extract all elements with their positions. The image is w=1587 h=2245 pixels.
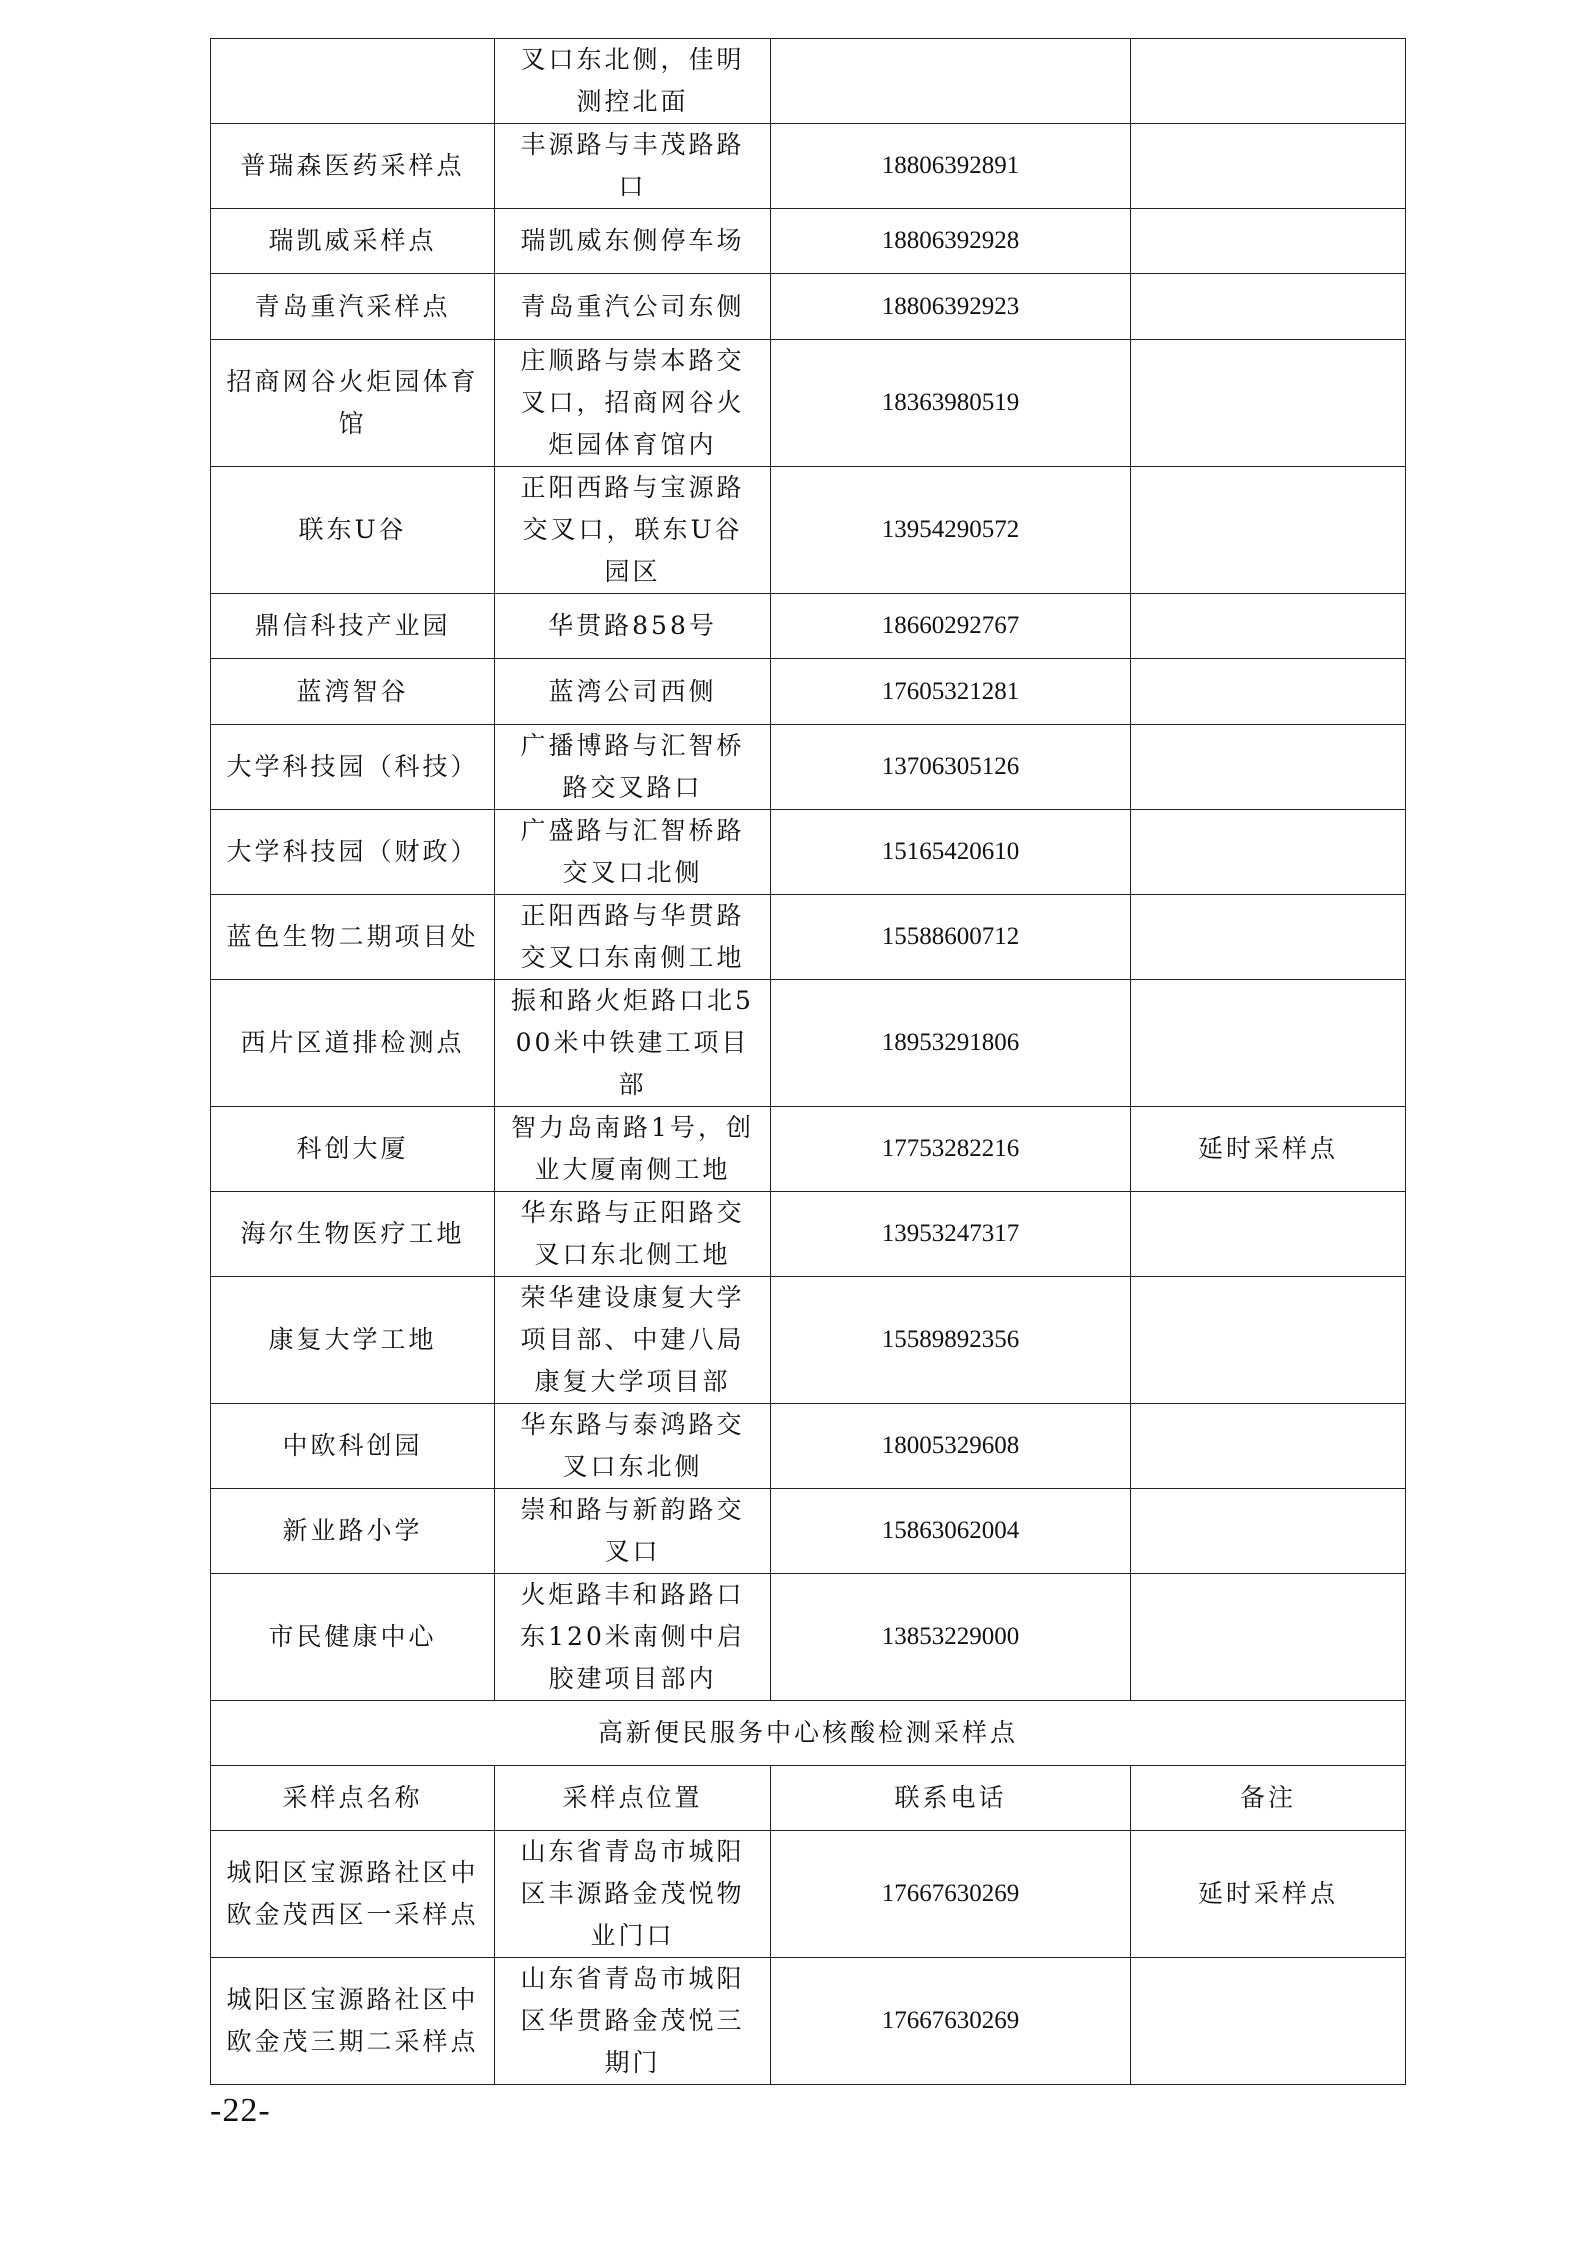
note-cell <box>1131 1192 1406 1277</box>
name-cell: 大学科技园（科技） <box>211 725 495 810</box>
name-cell: 青岛重汽采样点 <box>211 274 495 340</box>
location-cell: 正阳西路与宝源路交叉口，联东U谷园区 <box>495 467 771 594</box>
phone-cell: 15863062004 <box>771 1489 1131 1574</box>
table-row <box>211 725 1406 810</box>
table-row <box>211 274 1406 340</box>
phone-cell: 18806392891 <box>771 124 1131 209</box>
phone-cell: 18806392928 <box>771 209 1131 274</box>
phone-cell: 18806392923 <box>771 274 1131 340</box>
note-cell <box>1131 209 1406 274</box>
phone-cell: 13706305126 <box>771 725 1131 810</box>
section-title-row <box>211 1701 1406 1766</box>
table-row <box>211 1958 1406 2085</box>
location-cell: 青岛重汽公司东侧 <box>495 274 771 340</box>
header-phone: 联系电话 <box>771 1766 1131 1831</box>
note-cell <box>1131 594 1406 659</box>
name-cell: 普瑞森医药采样点 <box>211 124 495 209</box>
location-cell: 华东路与泰鸿路交叉口东北侧 <box>495 1404 771 1489</box>
table-row <box>211 340 1406 467</box>
sampling-points-table <box>210 38 1406 2085</box>
name-cell: 鼎信科技产业园 <box>211 594 495 659</box>
table-row <box>211 209 1406 274</box>
location-cell: 丰源路与丰茂路路口 <box>495 124 771 209</box>
name-cell: 新业路小学 <box>211 1489 495 1574</box>
section-title: 高新便民服务中心核酸检测采样点 <box>211 1701 1406 1766</box>
location-cell: 山东省青岛市城阳区华贯路金茂悦三期门 <box>495 1958 771 2085</box>
phone-cell: 15165420610 <box>771 810 1131 895</box>
name-cell: 科创大厦 <box>211 1107 495 1192</box>
table-row <box>211 895 1406 980</box>
page-number: -22- <box>210 2092 271 2129</box>
phone-cell: 17605321281 <box>771 659 1131 725</box>
name-cell: 蓝湾智谷 <box>211 659 495 725</box>
phone-cell: 17667630269 <box>771 1958 1131 2085</box>
location-cell: 山东省青岛市城阳区丰源路金茂悦物业门口 <box>495 1831 771 1958</box>
note-cell <box>1131 340 1406 467</box>
phone-cell: 18363980519 <box>771 340 1131 467</box>
name-cell: 城阳区宝源路社区中欧金茂三期二采样点 <box>211 1958 495 2085</box>
name-cell: 城阳区宝源路社区中欧金茂西区一采样点 <box>211 1831 495 1958</box>
note-cell <box>1131 39 1406 124</box>
table-row <box>211 467 1406 594</box>
name-cell: 海尔生物医疗工地 <box>211 1192 495 1277</box>
location-cell: 火炬路丰和路路口东120米南侧中启胶建项目部内 <box>495 1574 771 1701</box>
phone-cell: 18005329608 <box>771 1404 1131 1489</box>
name-cell: 中欧科创园 <box>211 1404 495 1489</box>
name-cell: 蓝色生物二期项目处 <box>211 895 495 980</box>
location-cell: 瑞凯威东侧停车场 <box>495 209 771 274</box>
header-location: 采样点位置 <box>495 1766 771 1831</box>
location-cell: 崇和路与新韵路交叉口 <box>495 1489 771 1574</box>
location-cell: 华东路与正阳路交叉口东北侧工地 <box>495 1192 771 1277</box>
header-name: 采样点名称 <box>211 1766 495 1831</box>
note-cell <box>1131 810 1406 895</box>
phone-cell: 17753282216 <box>771 1107 1131 1192</box>
phone-cell: 15588600712 <box>771 895 1131 980</box>
name-cell: 瑞凯威采样点 <box>211 209 495 274</box>
table-row <box>211 39 1406 124</box>
location-cell: 振和路火炬路口北500米中铁建工项目部 <box>495 980 771 1107</box>
location-cell: 广播博路与汇智桥路交叉路口 <box>495 725 771 810</box>
table-row <box>211 1574 1406 1701</box>
phone-cell: 13953247317 <box>771 1192 1131 1277</box>
note-cell <box>1131 659 1406 725</box>
note-cell <box>1131 895 1406 980</box>
table-row <box>211 810 1406 895</box>
phone-cell <box>771 39 1131 124</box>
location-cell: 华贯路858号 <box>495 594 771 659</box>
note-cell: 延时采样点 <box>1131 1107 1406 1192</box>
location-cell: 智力岛南路1号，创业大厦南侧工地 <box>495 1107 771 1192</box>
phone-cell: 18953291806 <box>771 980 1131 1107</box>
note-cell <box>1131 725 1406 810</box>
location-cell: 广盛路与汇智桥路交叉口北侧 <box>495 810 771 895</box>
note-cell <box>1131 124 1406 209</box>
note-cell <box>1131 980 1406 1107</box>
note-cell <box>1131 1958 1406 2085</box>
table-row <box>211 980 1406 1107</box>
table-row <box>211 1107 1406 1192</box>
name-cell: 西片区道排检测点 <box>211 980 495 1107</box>
name-cell: 康复大学工地 <box>211 1277 495 1404</box>
table-row <box>211 1277 1406 1404</box>
note-cell <box>1131 467 1406 594</box>
note-cell <box>1131 1404 1406 1489</box>
note-cell <box>1131 1574 1406 1701</box>
name-cell <box>211 39 495 124</box>
table-row <box>211 1831 1406 1958</box>
note-cell <box>1131 1277 1406 1404</box>
table-row <box>211 659 1406 725</box>
location-cell: 庄顺路与崇本路交叉口，招商网谷火炬园体育馆内 <box>495 340 771 467</box>
header-note: 备注 <box>1131 1766 1406 1831</box>
name-cell: 大学科技园（财政） <box>211 810 495 895</box>
location-cell: 蓝湾公司西侧 <box>495 659 771 725</box>
table-row <box>211 124 1406 209</box>
table-row <box>211 594 1406 659</box>
phone-cell: 13954290572 <box>771 467 1131 594</box>
note-cell <box>1131 1489 1406 1574</box>
location-cell: 叉口东北侧，佳明测控北面 <box>495 39 771 124</box>
note-cell: 延时采样点 <box>1131 1831 1406 1958</box>
table-row <box>211 1192 1406 1277</box>
table-row <box>211 1489 1406 1574</box>
phone-cell: 18660292767 <box>771 594 1131 659</box>
name-cell: 招商网谷火炬园体育馆 <box>211 340 495 467</box>
header-row <box>211 1766 1406 1831</box>
name-cell: 市民健康中心 <box>211 1574 495 1701</box>
phone-cell: 17667630269 <box>771 1831 1131 1958</box>
table-row <box>211 1404 1406 1489</box>
location-cell: 正阳西路与华贯路交叉口东南侧工地 <box>495 895 771 980</box>
phone-cell: 13853229000 <box>771 1574 1131 1701</box>
phone-cell: 15589892356 <box>771 1277 1131 1404</box>
location-cell: 荣华建设康复大学项目部、中建八局康复大学项目部 <box>495 1277 771 1404</box>
name-cell: 联东U谷 <box>211 467 495 594</box>
note-cell <box>1131 274 1406 340</box>
